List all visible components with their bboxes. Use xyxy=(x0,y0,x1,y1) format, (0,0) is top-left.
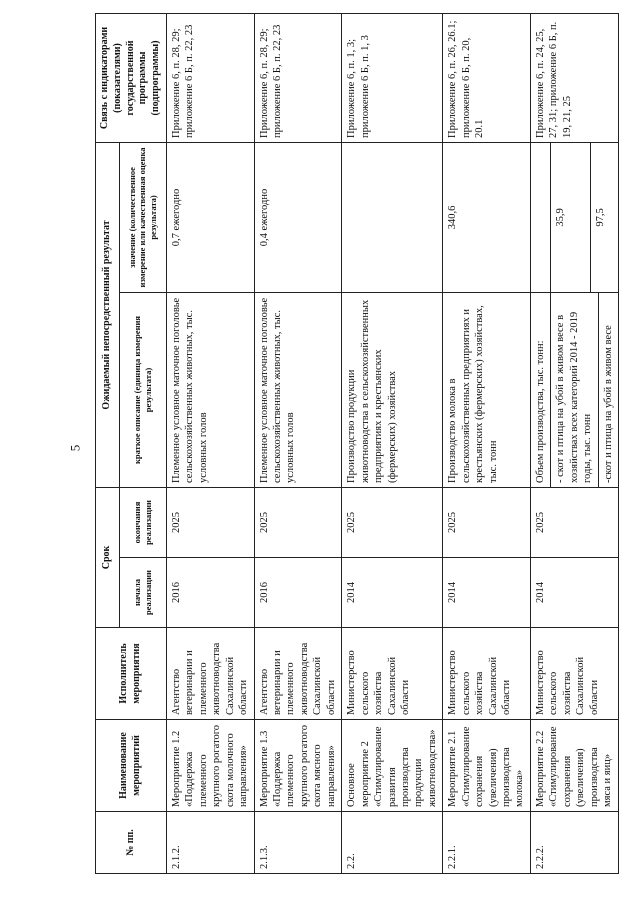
cell-executor: Агентство ветеринарии и племенного животноводства Сахалинской области xyxy=(166,628,254,720)
cell-num: 2.1.2. xyxy=(166,812,254,874)
cell-name: Основное мероприятие 2 «Стимулирование развития производства продукции животноводства» xyxy=(342,720,443,812)
cell-name: Мероприятие 1.2 «Поддержка племенного крупного рогатого скота молочного направления» xyxy=(166,720,254,812)
header-executor: Исполнитель мероприятия xyxy=(96,628,167,720)
cell-desc-split xyxy=(530,292,618,487)
cell-end: 2025 xyxy=(254,487,342,557)
cell-desc: Производство молока в сельскохозяйственных предприятиях и крестьянских (фермерских) хозяйствах, тыс. тонн xyxy=(443,292,531,487)
header-link: Связь с индикаторами (показателями) государственной программы (подпрограммы) xyxy=(96,13,167,142)
cell-link: Приложение 6, п. 26, 26.1; приложение 6 Б, п. 20, 20.1 xyxy=(443,13,531,142)
cell-num: 2.1.3. xyxy=(254,812,342,874)
cell-num: 2.2.2. xyxy=(530,812,618,874)
cell-desc: Производство продукции животноводства в сельскохозяйственных предприятиях и крестьянских (фермерских) хозяйствах xyxy=(342,292,443,487)
measures-table xyxy=(95,13,619,874)
page-number: 5 xyxy=(67,444,83,452)
rotated-table-region xyxy=(95,14,625,874)
header-start: начала реализации xyxy=(119,558,166,628)
cell-start: 2014 xyxy=(443,558,531,628)
cell-name: Мероприятие 2.2 «Стимулирование сохранения (увеличения) производства мяса и яиц» xyxy=(530,720,618,812)
value-part: 97,5 xyxy=(590,143,610,292)
table-row xyxy=(166,13,254,873)
header-num: № пп. xyxy=(96,812,167,874)
table-row xyxy=(342,13,443,873)
desc-part: - скот и птица на убой в живом весе в хозяйствах всех категорий 2014 - 2019 годы, тыс. тонн xyxy=(550,293,597,487)
cell-value: 0,4 ежегодно xyxy=(254,142,342,292)
table-row xyxy=(530,13,618,873)
cell-end: 2025 xyxy=(530,487,618,557)
cell-name: Мероприятие 2.1 «Стимулирование сохранения (увеличения) производства молока» xyxy=(443,720,531,812)
desc-part: -скот и птица на убой в живом весе xyxy=(598,293,618,487)
table-row xyxy=(443,13,531,873)
value-part: 35,9 xyxy=(550,143,590,292)
cell-end: 2025 xyxy=(342,487,443,557)
header-name: Наименование мероприятий xyxy=(96,720,167,812)
cell-start: 2016 xyxy=(166,558,254,628)
cell-link: Приложение 6, п. 28, 29; приложение 6 Б, п. 22, 23 xyxy=(254,13,342,142)
cell-end: 2025 xyxy=(443,487,531,557)
cell-value: 340,6 xyxy=(443,142,531,292)
cell-end: 2025 xyxy=(166,487,254,557)
cell-executor: Министерство сельского хозяйства Сахалинской области xyxy=(342,628,443,720)
cell-num: 2.2.1. xyxy=(443,812,531,874)
cell-start: 2014 xyxy=(530,558,618,628)
value-part xyxy=(531,143,550,292)
cell-desc: Племенное условное маточное поголовье сельскохозяйственных животных, тыс. условных голов xyxy=(166,292,254,487)
cell-start: 2014 xyxy=(342,558,443,628)
cell-executor: Агентство ветеринарии и племенного животноводства Сахалинской области xyxy=(254,628,342,720)
cell-value: 0,7 ежегодно xyxy=(166,142,254,292)
header-value: значение (количественное измерение или качественная оценка результата) xyxy=(119,142,166,292)
cell-value-split xyxy=(530,142,618,292)
cell-link: Приложение 6, п. 1, 3; приложение 6 Б, п. 1, 3 xyxy=(342,13,443,142)
header-result: Ожидаемый непосредственный результат xyxy=(96,142,120,487)
table-row xyxy=(254,13,342,873)
cell-name: Мероприятие 1.3 «Поддержка племенного крупного рогатого скота мясного направления» xyxy=(254,720,342,812)
cell-num: 2.2. xyxy=(342,812,443,874)
cell-value xyxy=(342,142,443,292)
cell-link: Приложение 6, п. 24, 25, 27, 31; приложение 6 Б, п. 19, 21, 25 xyxy=(530,13,618,142)
cell-executor: Министерство сельского хозяйства Сахалинской области xyxy=(443,628,531,720)
cell-executor: Министерство сельского хозяйства Сахалинской области xyxy=(530,628,618,720)
header-end: окончания реализации xyxy=(119,487,166,557)
cell-start: 2016 xyxy=(254,558,342,628)
cell-link: Приложение 6, п. 28, 29; приложение 6 Б, п. 22, 23 xyxy=(166,13,254,142)
header-term: Срок xyxy=(96,487,120,627)
header-desc: краткое описание (единица измерения результата) xyxy=(119,292,166,487)
cell-desc: Племенное условное маточное поголовье сельскохозяйственных животных, тыс. условных голов xyxy=(254,292,342,487)
desc-part: Объем производства, тыс. тонн: xyxy=(534,340,546,483)
